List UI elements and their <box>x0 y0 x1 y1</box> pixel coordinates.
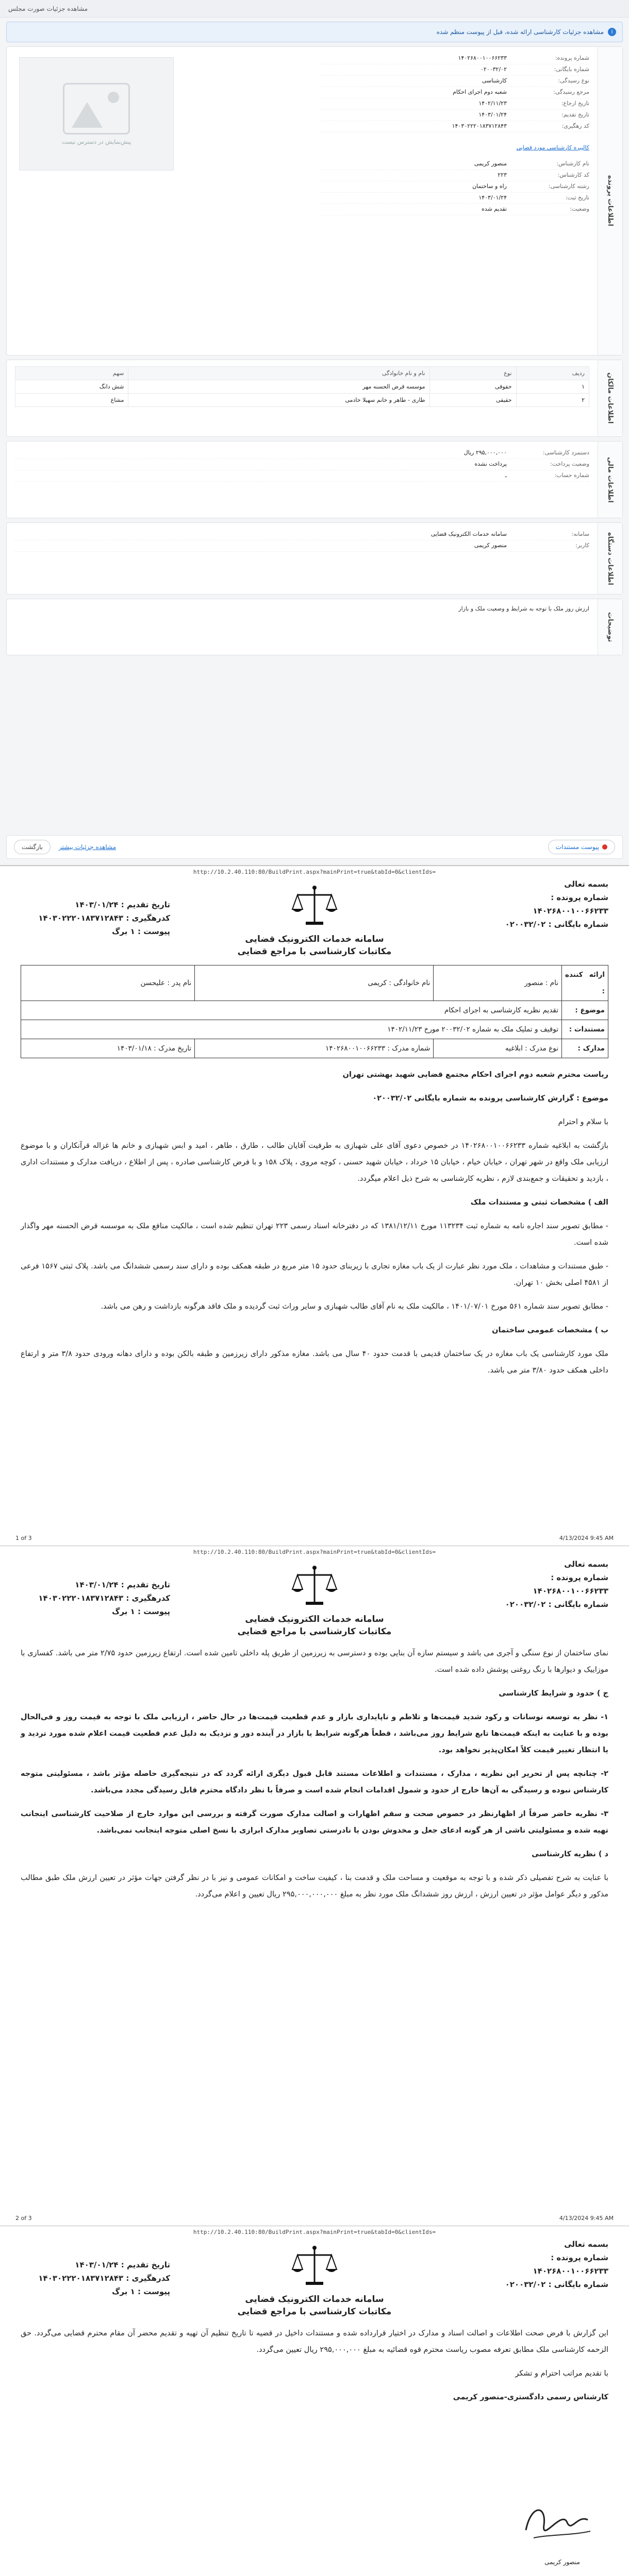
action-bar <box>6 835 623 859</box>
kv-row: تاریخ ارجاع: ۱۴۰۲/۱۱/۲۳ <box>321 98 589 110</box>
document-body <box>21 965 608 1379</box>
document-body <box>21 2325 608 2405</box>
owners-table <box>15 366 589 407</box>
description-text: ارزش روز ملک با توجه به شرایط و وضعیت ملک و بازار <box>458 605 589 612</box>
regards: با تقدیم مراتب احترام و تشکر <box>515 2369 608 2378</box>
document-page-3 <box>0 2226 629 2576</box>
kv-row: نام کارشناس: منصور کریمی <box>321 159 589 170</box>
placeholder-text: پیش‌نمایش در دسترس نیست <box>61 138 131 145</box>
app-panel <box>0 0 629 866</box>
paragraph: ۱- نظر به توسعه نوسانات و رکود شدید قیمت‌ها و تلاطم و ناپایداری بازار و عدم قطعیت قیمت‌ها در حال حاضر ، ارزیابی ملک با توجه به قیمت روز و فی‌الحال بوده و با عنایت به اینکه قیمت‌ها تابع شرایط روز می‌باشد ، قطعاً هرگونه شرایط یا بازار در آینده دور و نزدیک به دلیل عدم قطعیت قیمت اعلام شده مورد تردید و یا انتظار تغییر قیمت کلاً امکان‌پذیر نخواهد بود. <box>21 1713 608 1754</box>
section-title: اطلاعات مالی <box>606 456 614 503</box>
table-row: ۱ حقوقی موسسه قرض الحسنه مهر شش دانگ <box>15 380 589 394</box>
kv-row: رشته کارشناسی: راه و ساختمان <box>321 181 589 193</box>
attach-documents-button[interactable]: پیوست مستندات <box>548 840 615 854</box>
paragraph: ملک مورد کارشناسی یک باب مغازه در یک ساختمان قدیمی با قدمت حدود ۴۰ سال می باشد. مغازه مذکور دارای زیرزمین و طبقه بالکن بوده و دارای دهانه ورودی حدود ۳/۸ متر و ارتفاع داخلی همکف حدود ۳/۸۰ متر می باشد. <box>21 1350 608 1375</box>
preview-placeholder <box>19 57 174 171</box>
document-page-1 <box>0 866 629 1546</box>
section-heading: د ) نظریه کارشناسی <box>532 1850 608 1858</box>
kv-row: دستمزد کارشناسی: ۲۹۵,۰۰۰,۰۰۰ ریال <box>15 448 589 459</box>
paragraph: - طبق مستندات و مشاهدات ، ملک مورد نظر عبارت از یک باب مغازه تجاری با زیربنای حدود ۱۵ متر مربع در طبقه همکف بوده و دارای سند رسمی ششدانگ می باشد. پلاک ثبتی ۱۵۶۷ فرعی از ۴۵۸۱ اصلی بخش ۱۰ تهران. <box>21 1262 608 1287</box>
paragraph: - مطابق تصویر سند شماره ۵۶۱ مورخ ۱۴۰۱/۰۷/۰۱ ، مالکیت ملک به نام آقای طالب شهبازی و سایر وراث ثبت گردیده و ملک فاقد هرگونه بازداشت و رهن می باشد. <box>101 1302 608 1311</box>
kv-row: تاریخ ثبت: ۱۴۰۳/۰۱/۲۴ <box>321 193 589 204</box>
document-header: بسمه تعالی شماره پرونده : ۱۴۰۲۶۸۰۰۱۰۰۶۶۲۳۳ شماره بایگانی : ۰۲۰۰۳۲/۰۲ سامانه خدمات الکترونیک قضایی مکاتبات کارشناسی با مراجع قضایی تاریخ تقدیم : ۱۴۰۳/۰۱/۲۴ کدرهگیری : ۱۴۰۳۰۲۲۲۰۱۸۳۷۱۲۸۴۳ پیوست : ۱ برگ <box>38 1560 608 1637</box>
print-url: http://10.2.40.110:80/BuildPrint.aspx?mainPrint=true&tabId=0&clientIds= <box>193 1548 436 1555</box>
table-header: ردیف نوع نام و نام خانوادگی سهم <box>15 367 589 380</box>
section-title: اطلاعات دستگاه <box>606 532 614 585</box>
paragraph: بازگشت به ابلاغیه شماره ۱۴۰۲۶۸۰۰۱۰۰۶۶۲۳۳ در خصوص دعوی آقای علی شهبازی به طرفیت آقایان طالب ، طارق ، طاهر ، امید و ابس شهبازی و خانم ها غزاله قرآنکاران و با موضوع ارزیابی ملک واقع در شهر تهران ، خیابان خیام ، خیابان ۱۵ خرداد ، خیابان شهید حسنی ، کوچه مروی ، پلاک ۱۵۸ و با فرض کارشناسی صادره ، پس از اطلاع ، دریافت مدارک و مستندات اداری ، بازدید و تحقیقات و جمع‌بندی لازم ، نظریه کارشناسی به شرح ذیل اعلام میگردد. <box>21 1142 608 1183</box>
addressee: ریاست محترم شعبه دوم اجرای احکام مجتمع قضایی شهید بهشتی تهران <box>342 1071 608 1079</box>
notice-text: مشاهده جزئیات کارشناسی ارائه شده، قبل از پیوست منظم شده <box>436 28 604 36</box>
paragraph: این گزارش با فرض صحت اطلاعات و اصالت اسناد و مدارک در اختیار قرارداده شده و مستندات داخیل در قضیه تا تاریخ تنظیم آن تهیه و تقدیم محضر آن مقام محترم قضایی می‌گردد. حق الزحمه کارشناسی ملک مطابق تعرفه مصوب ریاست محترم قوه قضائیه به مبلغ ۲۹۵,۰۰۰,۰۰۰ ریال تعیین می‌گردد. <box>21 2329 608 2354</box>
kv-row: کد رهگیری: ۱۴۰۳۰۲۲۲۰۱۸۳۷۱۲۸۴۳ <box>321 121 589 132</box>
section-heading: ب ) مشخصات عمومی ساختمان <box>492 1326 608 1334</box>
notice-banner <box>6 22 623 42</box>
table-row: موضوع : تقدیم نظریه کارشناسی به اجرای احکام <box>21 1001 608 1020</box>
section-title: توضیحات <box>606 612 614 642</box>
kv-row: وضعیت پرداخت: پرداخت نشده <box>15 459 589 470</box>
case-rows <box>321 53 589 215</box>
paragraph: با عنایت به شرح تفصیلی ذکر شده و با توجه به موقعیت و مساحت ملک و قدمت بنا ، کیفیت ساخت و امکانات عمومی و نیز با در نظر گرفتن جهات مؤثر در تعیین ارزش ملک طبق مطالب مذکور و دیگر عوامل مؤثر در تعیین ارزش ، ارزش روز ششدانگ ملک مورد نظر به مبلغ ۲۹۵,۰۰۰,۰۰۰,۰۰۰ ریال تعیین و اعلام می‌گردد. <box>21 1874 608 1899</box>
table-row: ارائه کننده : نام : منصور نام خانوادگی : کریمی نام پدر : علیحسن <box>21 965 608 1001</box>
table-row: ۲ حقیقی طاری - طاهر و خانم سهیلا خادمی مشاع <box>15 394 589 407</box>
kv-row: شماره بایگانی: ۰۲۰۰۳۲/۰۲ <box>321 64 589 76</box>
table-row: مدارک : نوع مدرک : ابلاغیه شماره مدرک : ۱۴۰۲۶۸۰۰۱۰۰۶۶۲۳۳ تاریخ مدرک : ۱۴۰۳/۰۱/۱۸ <box>21 1039 608 1058</box>
subject: موضوع : گزارش کارشناسی پرونده به شماره بایگانی ۰۲۰۰۳۲/۰۲ <box>372 1094 608 1103</box>
scales-of-justice-icon <box>291 1563 338 1609</box>
kv-row: شماره پرونده: ۱۴۰۲۶۸۰۰۱۰۰۶۶۲۳۳ <box>321 53 589 64</box>
party-table <box>21 965 608 1058</box>
paragraph: ۲- چنانچه پس از تحریر این نظریه ، مدارک ، مستندات و اطلاعات مستند قابل قبول دیگری ارائه گردد که در نتیجه‌گیری حاصله مؤثر باشد ، مسئولیتی متوجه کارشناس نبوده و رسیدگی به آن‌ها خارج از حدود و شمول اقدامات انجام شده است و صرفاً با نظر دادگاه محترم قابل رسیدگی مجدد می‌باشد. <box>21 1770 608 1794</box>
document-header: بسمه تعالی شماره پرونده : ۱۴۰۲۶۸۰۰۱۰۰۶۶۲۳۳ شماره بایگانی : ۰۲۰۰۳۲/۰۲ سامانه خدمات الکترونیک قضایی مکاتبات کارشناسی با مراجع قضایی تاریخ تقدیم : ۱۴۰۳/۰۱/۲۴ کدرهگیری : ۱۴۰۳۰۲۲۲۰۱۸۳۷۱۲۸۴۳ پیوست : ۱ برگ <box>38 2240 608 2317</box>
kv-row: کد کارشناس: ۲۲۳ <box>321 170 589 181</box>
topbar <box>0 0 629 18</box>
kv-row: وضعیت: تقدیم شده <box>321 204 589 215</box>
more-details-link[interactable]: مشاهده جزئیات بیشتر <box>59 843 117 851</box>
paragraph: - مطابق تصویر سند اجاره نامه به شماره ثبت ۱۱۳۲۳۴ مورخ ۱۳۸۱/۱۲/۱۱ که در دفترخانه اسناد رسمی ۲۲۳ تهران تنظیم شده است ، مالکیت منافع ملک به موسسه قرض الحسنه مهر واگذار شده است. <box>21 1222 608 1247</box>
paragraph: نمای ساختمان از نوع سنگی و آجری می باشد و سیستم سازه آن بنایی بوده و دسترسی به زیرزمین از طریق پله داخلی تامین شده است. ارتفاع زیرزمین حدود ۲/۷۵ متر می باشد. کفسازی با موزاییک و دیوارها با رنگ روغنی پوشش داده شده است. <box>21 1649 608 1674</box>
section-title: اطلاعات پرونده <box>606 175 614 227</box>
signature-icon <box>516 2494 598 2556</box>
back-button[interactable]: بازگشت <box>14 840 51 854</box>
image-placeholder-icon <box>63 83 130 134</box>
document-page-2 <box>0 1546 629 2226</box>
kv-row: مرجع رسیدگی: شعبه دوم اجرای احکام <box>321 87 589 98</box>
print-url: http://10.2.40.110:80/BuildPrint.aspx?mainPrint=true&tabId=0&clientIds= <box>193 868 436 875</box>
scales-of-justice-icon <box>291 2243 338 2289</box>
scales-of-justice-icon <box>291 883 338 929</box>
page-footer: 1 of 3 4/13/2024 9:45 AM <box>15 1534 614 1541</box>
greeting: با سلام و احترام <box>558 1118 608 1126</box>
document-body <box>21 1645 608 1903</box>
signature-name: منصور کریمی <box>544 2558 580 2566</box>
section-heading: ج ) حدود و شرایط کارشناسی <box>499 1689 608 1698</box>
topbar-title: مشاهده جزئیات صورت مجلس <box>8 5 88 12</box>
alert-badge-icon <box>602 844 607 850</box>
signer-title: کارشناس رسمی دادگستری-منصور کریمی <box>453 2393 608 2401</box>
page-footer: 2 of 3 4/13/2024 9:45 AM <box>15 2214 614 2222</box>
expert-link[interactable]: کالیبره کارشناسی مورد قضایی <box>516 144 589 151</box>
section-fees <box>6 441 623 518</box>
table-row: مستندات : توقیف و تملیک ملک به شماره ۲۰۰۳۲/۰۲ مورخ ۱۴۰۲/۱۱/۲۳ <box>21 1020 608 1039</box>
section-case-info <box>6 46 623 355</box>
info-icon: i <box>608 28 616 36</box>
document-header: بسمه تعالی شماره پرونده : ۱۴۰۲۶۸۰۰۱۰۰۶۶۲۳۳ شماره بایگانی : ۰۲۰۰۳۲/۰۲ سامانه خدمات الکترونیک قضایی مکاتبات کارشناسی با مراجع قضایی تاریخ تقدیم : ۱۴۰۳/۰۱/۲۴ کدرهگیری : ۱۴۰۳۰۲۲۲۰۱۸۳۷۱۲۸۴۳ پیوست : ۱ برگ <box>38 879 608 957</box>
kv-row: شماره حساب: ـ <box>15 470 589 482</box>
kv-row: تاریخ تقدیم: ۱۴۰۳/۰۱/۲۴ <box>321 110 589 121</box>
print-url: http://10.2.40.110:80/BuildPrint.aspx?mainPrint=true&tabId=0&clientIds= <box>193 2228 436 2235</box>
section-title: اطلاعات مالکان <box>606 372 614 424</box>
section-device <box>6 522 623 595</box>
section-heading: الف ) مشخصات ثبتی و مستندات ملک <box>470 1198 608 1207</box>
paragraph: ۳- نظریه حاضر صرفاً از اظهارنظر در خصوص صحت و سقم اظهارات و اصالت مدارک صورت گرفته و بررسی این موارد خارج از صلاحیت کارشناسی اینجانب تهیه شده و مسئولیتی ناشی از هر گونه ادعای جعل و مخدوش بودن یا نادرستی تصاویر مدارک ابرازی با نسخ اصلی متوجه اینجانب نمی‌باشد. <box>21 1810 608 1835</box>
section-owners <box>6 360 623 437</box>
section-description <box>6 599 623 655</box>
kv-row: سامانه: سامانه خدمات الکترونیک قضایی <box>15 529 589 540</box>
kv-row: نوع رسیدگی: کارشناسی <box>321 76 589 87</box>
kv-row: کاربر: منصور کریمی <box>15 540 589 552</box>
